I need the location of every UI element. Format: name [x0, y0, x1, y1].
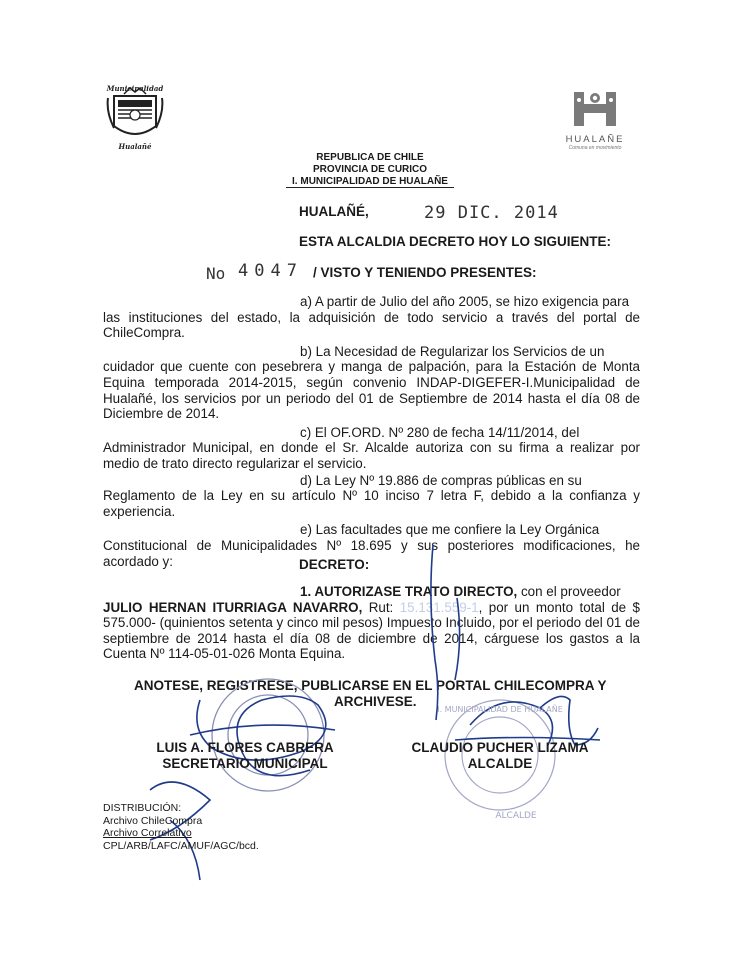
- place: HUALAÑÉ,: [299, 204, 369, 219]
- date-stamp: 29 DIC. 2014: [424, 203, 559, 223]
- closing-line2: ARCHIVESE.: [334, 694, 417, 709]
- paragraph-c: c) El OF.ORD. Nº 280 de fecha 14/11/2014, del Administrador Municipal, en donde el Sr. Alcalde autoriza con su firma a realizar por medio de trato directo regularizar el servicio.: [103, 424, 640, 471]
- paragraph-a: a) A partir de Julio del año 2005, se hizo exigencia para las instituciones del estado, la adquisición de todo servicio a través del portal de ChileCompra.: [103, 294, 640, 341]
- distribution-item: Archivo Correlativo: [103, 827, 192, 839]
- decree-intro: ESTA ALCALDIA DECRETO HOY LO SIGUIENTE:: [299, 234, 612, 249]
- seal-text-top: Municipalidad: [106, 84, 164, 93]
- distribution-item: CPL/ARB/LAFC/AMUF/AGC/bcd.: [103, 839, 259, 852]
- paragraph-b: b) La Necesidad de Regularizar los Servicios de un cuidador que cuente con pesebrera y manga de palpación, para la Estación de Monta Equina temporada 2014-2015, según convenio INDAP-DIGEFER-I.Municipalidad de Hualañé, los servicios por un periodo del 01 de Septiembre de 2014 hasta el día 08 de Diciembre de 2014.: [103, 343, 640, 422]
- stamp-right-top: I. MUNICIPALIDAD DE HUALAÑE: [437, 705, 563, 714]
- right-signatory-name: CLAUDIO PUCHER LIZAMA: [411, 740, 589, 755]
- rut-redacted: 15.131.559-1: [399, 599, 479, 615]
- distribution-heading: DISTRIBUCIÓN:: [103, 802, 182, 814]
- seal-text-bottom: Hualañé: [118, 142, 152, 151]
- left-signatory-title: SECRETARIO MUNICIPAL: [162, 756, 328, 771]
- header-line3: I. MUNICIPALIDAD DE HUALAÑE: [292, 176, 448, 187]
- header-line1: REPUBLICA DE CHILE: [316, 152, 424, 163]
- right-signatory-title: ALCALDE: [467, 756, 533, 771]
- resolution-lead: 1. AUTORIZASE TRATO DIRECTO,: [300, 584, 518, 599]
- right-signatory: [400, 740, 600, 772]
- paragraph-e: e) Las facultades que me confiere la Ley Orgánica Constitucional de Municipalidades Nº 18.695 y sus posteriores modificaciones, he acordado y:: [103, 522, 640, 569]
- left-signatory: [140, 740, 350, 772]
- distribution: [103, 802, 259, 852]
- closing-line1: ANOTESE, REGISTRESE, PUBLICARSE EN EL PORTAL CHILECOMPRA Y: [134, 678, 607, 693]
- brand-name: HUALAÑE: [565, 134, 625, 145]
- decreto-heading: DECRETO:: [299, 557, 370, 572]
- header-line2: PROVINCIA DE CURICO: [312, 164, 428, 175]
- stamp-right-bottom: ALCALDE: [495, 811, 537, 821]
- left-signatory-name: LUIS A. FLORES CABRERA: [156, 740, 334, 755]
- provider-name: JULIO HERNAN ITURRIAGA NAVARRO,: [103, 599, 363, 615]
- decree-number: 4047: [238, 261, 303, 281]
- resolution: 1. AUTORIZASE TRATO DIRECTO, con el proveedor JULIO HERNAN ITURRIAGA NAVARRO, Rut: 15.131.559-1, por un monto total de $ 575.000- (quinientos setenta y cinco mil pesos) Impuesto Incluido, por el periodo del 01 de septiembre de 2014 hasta el día 08 de diciembre de 2014, cárguese los gastos a la Cuenta Nº 114-05-01-026 Monta Equina.: [103, 584, 640, 662]
- decree-number-prefix: No: [206, 264, 226, 283]
- brand-tagline: Comuna en movimiento: [568, 145, 622, 151]
- paragraph-d: d) La Ley Nº 19.886 de compras públicas en su Reglamento de la Ley en su artículo Nº 10 inciso 7 letra F, debido a la confianza y experiencia.: [103, 472, 640, 519]
- visto-heading: / VISTO Y TENIENDO PRESENTES:: [313, 265, 537, 280]
- distribution-item: Archivo ChileCompra: [103, 814, 203, 827]
